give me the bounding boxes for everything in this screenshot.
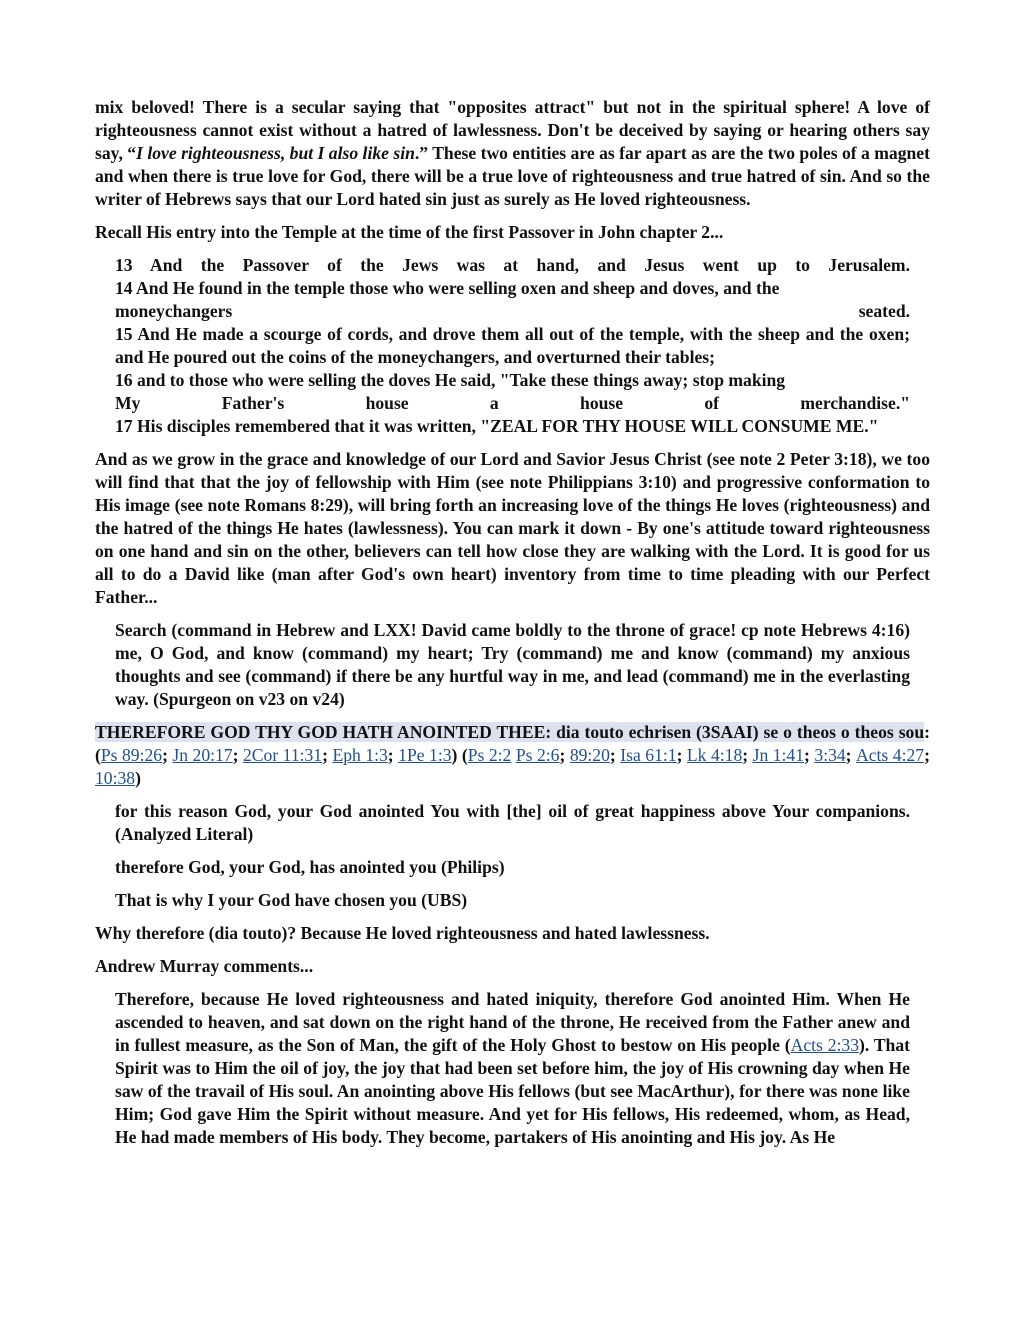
verse-13: 13 And the Passover of the Jews was at hand, and Jesus went up to Jerusalem. xyxy=(115,255,910,275)
paragraph-grow-in-grace: And as we grow in the grace and knowledge of our Lord and Savior Jesus Christ (see note 2 Peter 3:18), we too will find that that the joy of fellowship with Him (see note Philippians 3:10) and progressive conformation to His image (see note Romans 8:29), will bring forth an increasing love of the things He loves (righteousness) and the hatred of the things He hates (lawlessness). You can mark it down - By one's attitude toward righteousness on one hand and sin on the other, believers can tell how close they are walking with the Lord. It is good for us all to do a David like (man after God's own heart) inventory from time to time pleading with our Perfect Father... xyxy=(95,449,930,607)
section-heading-anointed: THEREFORE GOD THY GOD HATH ANOINTED THEE: dia touto echrisen (3SAAI) se o theos o theos sou: (Ps 89:26; Jn 20:17; 2Cor 11:31; Eph 1:3; 1Pe 1:3) (Ps 2:2 Ps 2:6; 89:20; Isa 61:1; Lk 4:18; Jn 1:41; 3:34; Acts 4:27; 10:38) xyxy=(95,722,930,788)
ref-link[interactable]: 89:20 xyxy=(569,745,610,765)
ref-link[interactable]: Ps 89:26 xyxy=(100,745,163,765)
ref-link[interactable]: 1Pe 1:3 xyxy=(398,745,452,765)
ref-link[interactable]: Jn 20:17 xyxy=(172,745,233,765)
psalm-139-quote: Search (command in Hebrew and LXX! David came boldly to the throne of grace! cp note Hebrews 4:16) me, O God, and know (command) my heart; Try (command) me and know (command) my anxious thoughts and see (command) if there be any hurtful way in me, and lead (command) me in the everlasting way. (Spurgeon on v23 on v24) xyxy=(115,620,910,709)
ref-link[interactable]: 3:34 xyxy=(814,745,846,765)
ref-link[interactable]: Isa 61:1 xyxy=(620,745,677,765)
translation-analyzed-literal: for this reason God, your God anointed You with [the] oil of great happiness above Your companions. (Analyzed Literal) xyxy=(115,801,910,844)
ref-link[interactable]: Ps 2:6 xyxy=(515,745,560,765)
verse-14: 14 And He found in the temple those who were selling oxen and sheep and doves, and the xyxy=(115,278,780,298)
ref-link[interactable]: Jn 1:41 xyxy=(752,745,805,765)
verse-17: 17 His disciples remembered that it was written, "ZEAL FOR THY HOUSE WILL CONSUME ME." xyxy=(115,416,879,436)
paragraph-why-therefore: Why therefore (dia touto)? Because He loved righteousness and hated lawlessness. xyxy=(95,923,710,943)
john-2-quote xyxy=(115,254,910,438)
ref-link[interactable]: Lk 4:18 xyxy=(686,745,743,765)
paragraph-murray-intro: Andrew Murray comments... xyxy=(95,956,314,976)
paragraph-opposites: mix beloved! There is a secular saying that "opposites attract" but not in the spiritual sphere! A love of righteousness cannot exist without a hatred of lawlessness. Don't be deceived by saying or hearing others say say, “I love righteousness, but I also like sin.” These two entities are as far apart as are the two poles of a magnet and when there is true love for God, there will be a true love of righteousness and true hatred of sin. And so the writer of Hebrews says that our Lord hated sin just as surely as He loved righteousness. xyxy=(95,97,930,209)
ref-link[interactable]: Ps 2:2 xyxy=(467,745,512,765)
ref-link[interactable]: Acts 4:27 xyxy=(856,745,925,765)
paragraph-recall-temple: Recall His entry into the Temple at the time of the first Passover in John chapter 2... xyxy=(95,222,724,242)
ref-link[interactable]: 10:38 xyxy=(95,768,136,788)
highlighted-phrase: THEREFORE GOD THY GOD HATH ANOINTED THEE: dia touto echrisen (3SAAI) se o theos o theos sou xyxy=(95,722,925,742)
translation-philips: therefore God, your God, has anointed you (Philips) xyxy=(115,857,505,877)
document-page xyxy=(95,96,930,1159)
italic-quote: I love righteousness, but I also like sin xyxy=(136,143,415,163)
murray-quote: Therefore, because He loved righteousness and hated iniquity, therefore God anointed Him. When He ascended to heaven, and sat down on the right hand of the throne, He received from the Father anew and in fullest measure, as the Son of Man, the gift of the Holy Ghost to bestow on His people (Acts 2:33). That Spirit was to Him the oil of joy, the joy that had been set before him, the joy of His crowning day when He saw of the travail of His soul. An anointing above His fellows (but see MacArthur), for there was none like Him; God gave Him the Spirit without measure. And yet for His fellows, His redeemed, whom, as Head, He had made members of His body. They become, partakers of His anointing and His joy. As He xyxy=(115,989,910,1147)
verse-16-cont: My Father's house a house of merchandise." xyxy=(115,393,910,413)
verse-16: 16 and to those who were selling the doves He said, "Take these things away; stop making xyxy=(115,370,786,390)
verse-15: 15 And He made a scourge of cords, and drove them all out of the temple, with the sheep and the oxen; and He poured out the coins of the moneychangers, and overturned their tables; xyxy=(115,324,910,367)
ref-link[interactable]: Acts 2:33 xyxy=(790,1035,860,1055)
ref-link[interactable]: 2Cor 11:31 xyxy=(243,745,323,765)
translation-ubs: That is why I your God have chosen you (UBS) xyxy=(115,890,468,910)
ref-link[interactable]: Eph 1:3 xyxy=(332,745,388,765)
verse-14-cont: moneychangers seated. xyxy=(115,301,910,321)
